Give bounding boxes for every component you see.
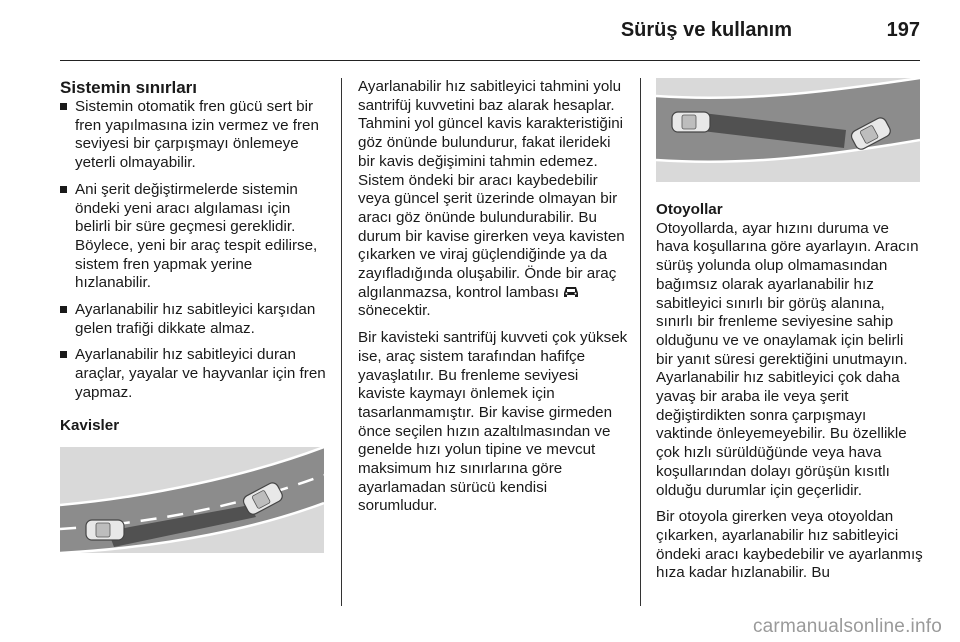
paragraph-text: Ayarlanabilir hız sabitleyici tahmini yolu santrifüj kuvvetini baz alarak hesaplar. Tahmini yol güncel kavis karakteristiğini göz önünde bulundurur, fakat ilerideki bir kavis değişimini tahmin edemez. Sistem öndeki bir aracı kaybedebilir veya güncel şerit üzerinde olmayan bir aracı göz önünde bulundurabilir. Bu durum bir kavise girerken veya kavisten çıkarken ve viraj güçlendiğinde ya da zayıfladığında oluşabilir. Önde bir araç algılanmazsa, kontrol lambası (358, 78, 625, 301)
bullet-icon (60, 351, 67, 358)
list-item (60, 181, 328, 293)
header-title: Sürüş ve kullanım (620, 19, 792, 41)
watermark: carmanualsonline.info (752, 616, 942, 637)
header-divider (60, 60, 920, 61)
list-item-text: Ayarlanabilir hız sabitleyici duran araçlar, yayalar ve hayvanlar için fren yapmaz. (75, 346, 326, 401)
column-divider-2 (640, 78, 641, 606)
paragraph: Bir otoyola girerken veya otoyoldan çıkarken, ayarlanabilir hız sabitleyici öndeki aracı kaybedebilir ve ayarlanmış hıza kadar hızlanabilir. Bu (656, 508, 923, 582)
own-car-icon (86, 520, 124, 540)
paragraph-text: sönecektir. (358, 302, 431, 320)
list-item-text: Ani şerit değiştirmelerde sistemin öndeki yeni aracı algılaması için belirli bir süre geçmesi gereklidir. Böylece, yeni bir araç tespit edilirse, sistem fren yapmak yerine hızlanabilir. (75, 180, 318, 292)
list-item-text: Ayarlanabilir hız sabitleyici karşıdan gelen trafiği dikkate almaz. (75, 301, 316, 337)
own-car-icon (672, 112, 710, 132)
paragraph: Bir kavisteki santrifüj kuvveti çok yüksek ise, araç sistem tarafından hafifçe yavaşlatılır. Bu frenleme seviyesi kaviste kaymayı önlemek için tasarlanmamıştır. Bir kavise girmeden önce seçilen hızın azaltılmasından ve genelde hızı yolun tipine ve mevcut maksimum hız sınırlarına göre ayarlamadan sürücü kendisi sorumludur. (358, 329, 628, 515)
paragraph: Otoyollarda, ayar hızını duruma ve hava koşullarına göre ayarlayın. Aracın sürüş yolunda olup olmamasından bağımsız olarak ayarlanabilir hız sabitleyici sınırlı bir görüş alanına, sınırlı bir frenleme seviyesine sahip olduğunu ve ve onaylamak için belirli bir yanıt süresi gerektiğini unutmayın. Ayarlanabilir hız sabitleyici çok daha yavaş bir araba ile veya şerit değiştirdikten sonra çarpışmayı vaktinde önleyemeyebilir. Bu özellikle çok hızlı sürüldüğünde veya hava koşullarından dolayı görüşün kısıtlı olduğu durumlar için geçerlidir. (656, 219, 919, 499)
highway-illustration (656, 78, 920, 182)
curve-illustration (60, 447, 324, 553)
column-3 (656, 78, 924, 591)
list-item (60, 301, 328, 338)
bullet-icon (60, 306, 67, 313)
bullet-icon (60, 103, 67, 110)
limits-list (60, 98, 328, 403)
page-number: 197 (886, 19, 920, 41)
car-front-icon (563, 285, 579, 299)
section-heading: Sistemin sınırları (60, 78, 197, 97)
column-1 (60, 78, 328, 553)
paragraph (358, 78, 628, 321)
column-divider-1 (341, 78, 342, 606)
subheading-curves: Kavisler (60, 416, 120, 434)
list-item-text: Sistemin otomatik fren gücü sert bir fren yapılmasına izin vermez ve fren seviyesi bir çarpışmayı önlemeye yeterli olmayabilir. (75, 98, 319, 172)
subheading-highways: Otoyollar (656, 201, 723, 218)
column-2 (358, 78, 628, 524)
list-item (60, 98, 328, 173)
bullet-icon (60, 186, 67, 193)
list-item (60, 346, 328, 402)
page-header (60, 0, 920, 62)
